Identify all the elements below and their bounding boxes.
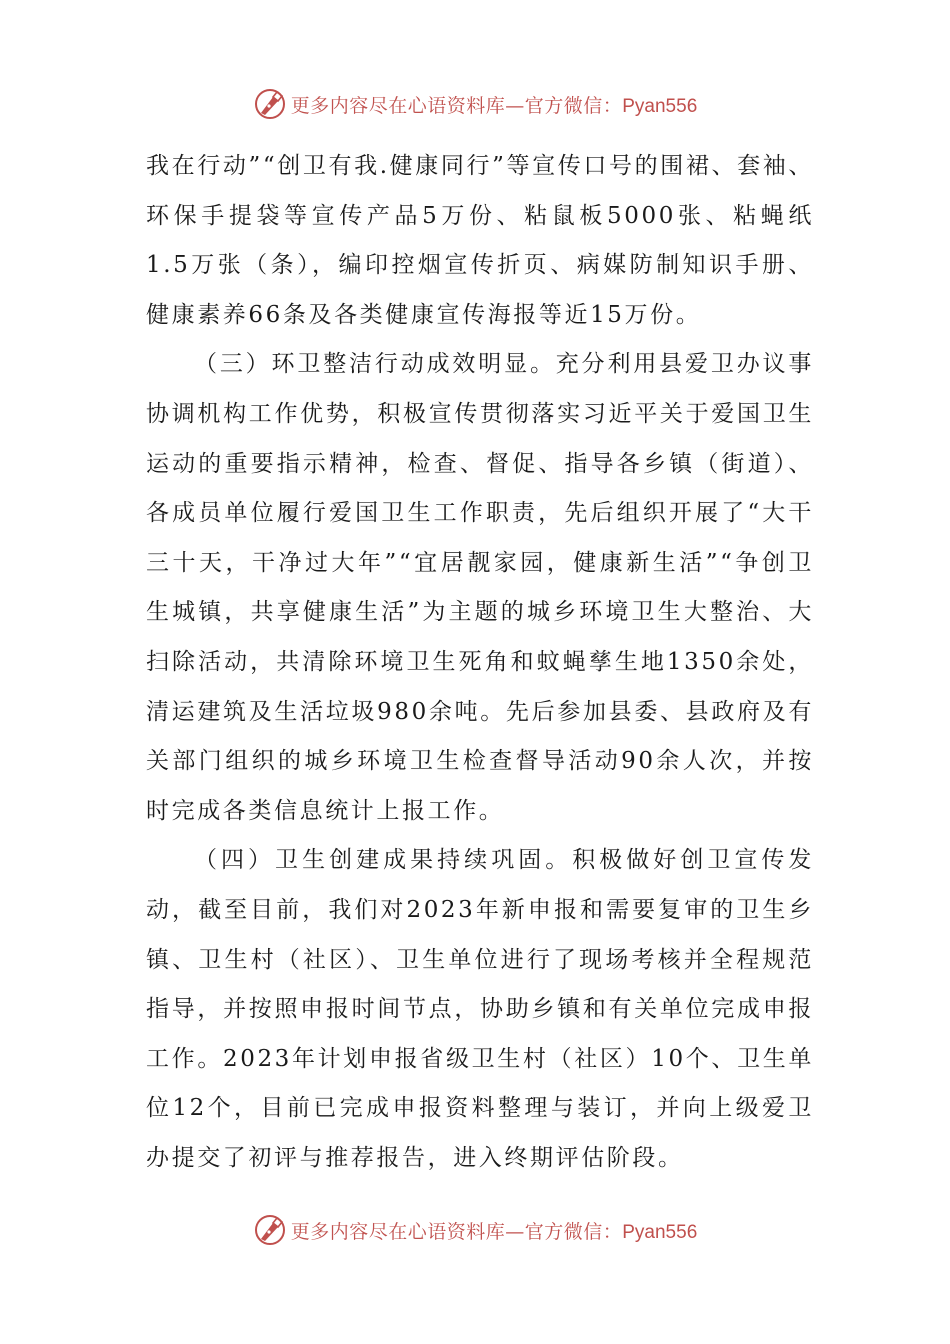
pen-nib-circle-icon bbox=[253, 1213, 287, 1247]
footer-watermark-banner bbox=[0, 1210, 950, 1250]
document-body bbox=[146, 142, 814, 1183]
wechat-handle: Pyan556 bbox=[622, 1221, 698, 1243]
wechat-handle: Pyan556 bbox=[622, 95, 698, 117]
paragraph-continued: 我在行动”“创卫有我.健康同行”等宣传口号的围裙、套袖、环保手提袋等宣传产品5万份、粘鼠板5000张、粘蝇纸1.5万张（条），编印控烟宣传折页、病媒防制知识手册、健康素养66条及各类健康宣传海报等近15万份。 bbox=[146, 153, 814, 328]
header-watermark-banner bbox=[0, 84, 950, 124]
watermark-text: 更多内容尽在心语资料库—官方微信：Pyan556 bbox=[290, 94, 698, 117]
paragraph-section-4: （四）卫生创建成果持续巩固。积极做好创卫宣传发动，截至目前，我们对2023年新申报和需要复审的卫生乡镇、卫生村（社区）、卫生单位进行了现场考核并全程规范指导，并按照申报时间节点，协助乡镇和有关单位完成申报工作。2023年计划申报省级卫生村（社区）10个、卫生单位12个，目前已完成申报资料整理与装订，并向上级爱卫办提交了初评与推荐报告，进入终期评估阶段。 bbox=[146, 847, 814, 1171]
paragraph-section-3: （三）环卫整洁行动成效明显。充分利用县爱卫办议事协调机构工作优势，积极宣传贯彻落实习近平关于爱国卫生运动的重要指示精神，检查、督促、指导各乡镇（街道）、各成员单位履行爱国卫生工作职责，先后组织开展了“大干三十天，干净过大年”“宜居靓家园，健康新生活”“争创卫生城镇，共享健康生活”为主题的城乡环境卫生大整治、大扫除活动，共清除环境卫生死角和蚊蝇孳生地1350余处，清运建筑及生活垃圾980余吨。先后参加县委、县政府及有关部门组织的城乡环境卫生检查督导活动90余人次，并按时完成各类信息统计上报工作。 bbox=[146, 351, 814, 824]
watermark-text: 更多内容尽在心语资料库—官方微信：Pyan556 bbox=[290, 1220, 698, 1243]
pen-nib-circle-icon bbox=[253, 87, 287, 121]
